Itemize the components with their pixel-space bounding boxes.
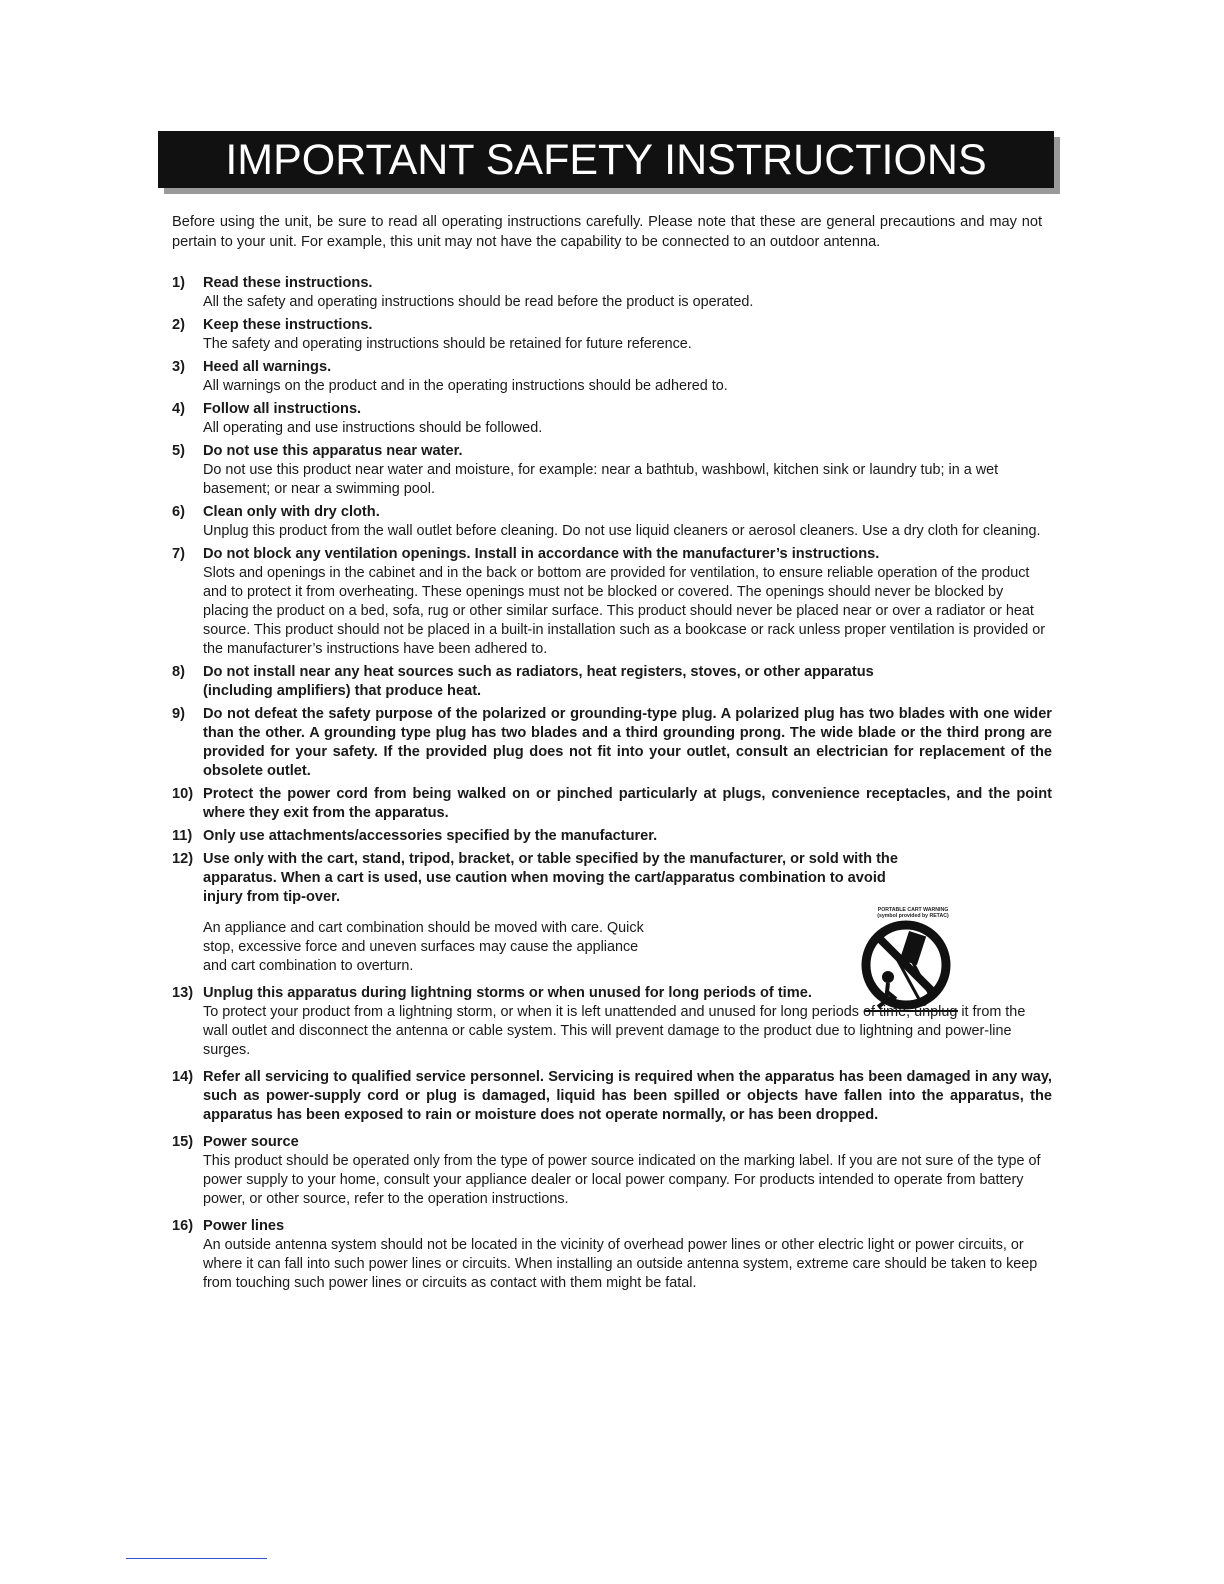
item-number: 6) xyxy=(172,504,185,520)
list-item xyxy=(172,316,1052,354)
item-number: 3) xyxy=(172,359,185,375)
list-item xyxy=(172,1217,1052,1293)
cart-warning-source: (symbol provided by RETAC) xyxy=(877,913,949,919)
item-number: 7) xyxy=(172,546,185,562)
item-number: 1) xyxy=(172,275,185,291)
item-heading: Refer all servicing to qualified service personnel. Servicing is required when the apparatus has been damaged in any way, such as power-supply cord or plug is damaged, liquid has been spilled or objects have fallen into the apparatus, the apparatus has been exposed to rain or moisture does not operate normally, or has been dropped. xyxy=(203,1069,1052,1123)
item-number: 5) xyxy=(172,443,185,459)
list-item xyxy=(172,1068,1052,1125)
item-number: 12) xyxy=(172,851,194,867)
list-item xyxy=(172,850,1052,976)
item-heading: Clean only with dry cloth. xyxy=(203,504,380,520)
item-heading: Do not defeat the safety purpose of the polarized or grounding-type plug. A polarized plug has two blades with one wider than the other. A grounding type plug has two blades and a third grounding prong. The wide blade or the third prong are provided for your safety. If the provided plug does not fit into your outlet, consult an electrician for replacement of the obsolete outlet. xyxy=(203,706,1052,779)
list-item xyxy=(172,663,1052,701)
list-item xyxy=(172,442,1052,499)
item-body: Unplug this product from the wall outlet before cleaning. Do not use liquid cleaners or aerosol cleaners. Use a dry cloth for cleaning. xyxy=(203,523,1041,539)
item-heading: Unplug this apparatus during lightning storms or when unused for long periods of time. xyxy=(203,985,812,1001)
item-number: 11) xyxy=(172,828,193,844)
item-heading: Power source xyxy=(203,1134,299,1150)
item-heading: Do not use this apparatus near water. xyxy=(203,443,463,459)
item-body: To protect your product from a lightning storm, or when it is left unattended and unused for long periods of time, unplug it from the wall outlet and disconnect the antenna or cable system. This will prevent damage to the product due to lightning and power-line surges. xyxy=(203,1004,1026,1058)
item-body: An outside antenna system should not be located in the vicinity of overhead power lines or other electric light or power circuits, or where it can fall into such power lines or circuits. When installing an outside antenna system, extreme care should be taken to keep from touching such power lines or circuits as contact with them might be fatal. xyxy=(203,1237,1038,1291)
item-body: Slots and openings in the cabinet and in the back or bottom are provided for ventilation, to ensure reliable operation of the product and to protect it from overheating. These openings must not be blocked or covered. The openings should never be blocked by placing the product on a bed, sofa, rug or other similar surface. This product should never be placed near or over a radiator or heat source. This product should not be placed in a built-in installation such as a bookcase or rack unless proper ventilation is provided or the manufacturer’s instructions have been adhered to. xyxy=(203,565,1046,657)
cart-warning-caption: PORTABLE CART WARNING xyxy=(877,907,949,913)
list-item xyxy=(172,503,1052,541)
item-number: 15) xyxy=(172,1134,194,1150)
list-item xyxy=(172,545,1052,659)
item-number: 8) xyxy=(172,664,185,680)
list-item xyxy=(172,400,1052,438)
title-banner xyxy=(158,131,1054,188)
list-item xyxy=(172,274,1052,312)
page-title: IMPORTANT SAFETY INSTRUCTIONS xyxy=(225,136,987,184)
item-number: 10) xyxy=(172,786,194,802)
item-body: All warnings on the product and in the operating instructions should be adhered to. xyxy=(203,378,728,394)
item-heading: Keep these instructions. xyxy=(203,317,373,333)
list-item xyxy=(172,705,1052,781)
list-item xyxy=(172,827,1052,846)
item-heading: Only use attachments/accessories specified by the manufacturer. xyxy=(203,828,658,844)
item-number: 13) xyxy=(172,985,194,1001)
item-number: 9) xyxy=(172,706,185,722)
item-heading: Follow all instructions. xyxy=(203,401,362,417)
item-heading: Heed all warnings. xyxy=(203,359,332,375)
item-body: This product should be operated only from the type of power source indicated on the marking label. If you are not sure of the type of power supply to your home, consult your appliance dealer or local power company. For products intended to operate from battery power, or other source, refer to the operation instructions. xyxy=(203,1153,1041,1207)
intro-paragraph: Before using the unit, be sure to read all operating instructions carefully. Please note that these are general precautions and may not pertain to your unit. For example, this unit may not have the capability to be connected to an outdoor antenna. xyxy=(172,214,1042,250)
item-number: 2) xyxy=(172,317,185,333)
list-item xyxy=(172,984,1052,1060)
item-number: 4) xyxy=(172,401,185,417)
item-body: An appliance and cart combination should be moved with care. Quick stop, excessive force and uneven surfaces may cause the appliance and cart combination to overturn. xyxy=(203,920,644,974)
item-heading: Protect the power cord from being walked on or pinched particularly at plugs, convenience receptacles, and the point where they exit from the apparatus. xyxy=(203,786,1052,821)
item-number: 16) xyxy=(172,1218,194,1234)
item-body: The safety and operating instructions should be retained for future reference. xyxy=(203,336,692,352)
item-number: 14) xyxy=(172,1069,194,1085)
list-item xyxy=(172,785,1052,823)
item-heading: Power lines xyxy=(203,1218,285,1234)
footnote-rule xyxy=(126,1558,267,1559)
item-heading: Use only with the cart, stand, tripod, bracket, or table specified by the manufacturer, or sold with the apparatus. When a cart is used, use caution when moving the cart/apparatus combination to avoid injury from tip-over. xyxy=(203,851,898,905)
item-body: All the safety and operating instructions should be read before the product is operated. xyxy=(203,294,754,310)
list-item xyxy=(172,1133,1052,1209)
item-heading: Do not block any ventilation openings. Install in accordance with the manufacturer’s instructions. xyxy=(203,546,880,562)
item-body: Do not use this product near water and moisture, for example: near a bathtub, washbowl, kitchen sink or laundry tub; in a wet basement; or near a swimming pool. xyxy=(203,462,999,497)
instruction-list xyxy=(172,274,1052,1297)
item-heading: Read these instructions. xyxy=(203,275,373,291)
list-item xyxy=(172,358,1052,396)
item-body: All operating and use instructions should be followed. xyxy=(203,420,543,436)
item-heading: Do not install near any heat sources such as radiators, heat registers, stoves, or other apparatus (including amplifiers) that produce heat. xyxy=(203,664,874,699)
